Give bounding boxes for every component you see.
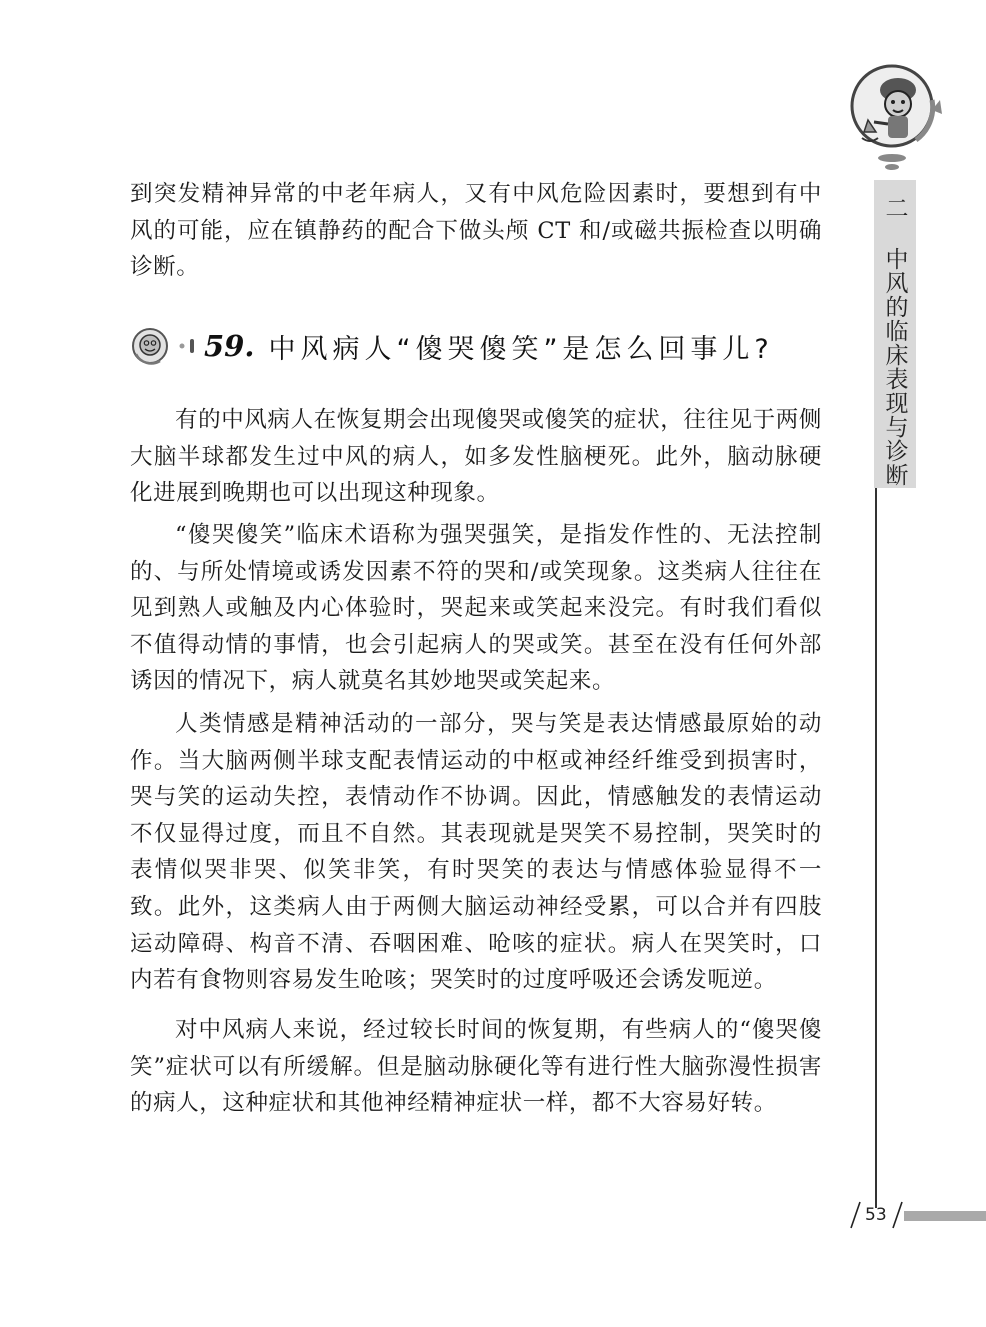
paragraph-continued: 到突发精神异常的中老年病人，又有中风危险因素时，要想到有中风的可能，应在镇静药的配合下做头颅 CT 和/或磁共振检查以明确诊断。 (130, 181, 822, 281)
section-heading (130, 324, 774, 368)
slash-left-icon (848, 1200, 862, 1230)
section-title: 中风病人“傻哭傻笑”是怎么回事儿? (268, 333, 774, 365)
page-number-block (848, 1198, 904, 1232)
dots-icon (178, 336, 200, 356)
page-number-bar (904, 1211, 986, 1221)
mascot-doctor-icon (846, 60, 946, 170)
margin-rule (875, 488, 877, 1208)
section-number: 59. (204, 329, 255, 363)
page-number: 53 (865, 1205, 887, 1225)
paragraph: 对中风病人来说，经过较长时间的恢复期，有些病人的“傻哭傻笑”症状可以有所缓解。但是脑动脉硬化等有进行性大脑弥漫性损害的病人，这种症状和其他神经精神症状一样，都不大容易好转。 (130, 1017, 822, 1117)
paragraph: 有的中风病人在恢复期会出现傻哭或傻笑的症状，往往见于两侧大脑半球都发生过中风的病人，如多发性脑梗死。此外，脑动脉硬化进展到晚期也可以出现这种现象。 (130, 407, 822, 507)
chapter-tab-label: 二 中风的临床表现与诊断 (881, 196, 908, 487)
slash-right-icon (890, 1200, 904, 1230)
doctor-face-icon (130, 326, 170, 366)
paragraph: 人类情感是精神活动的一部分，哭与笑是表达情感最原始的动作。当大脑两侧半球支配表情运动的中枢或神经纤维受到损害时，哭与笑的运动失控，表情动作不协调。因此，情感触发的表情运动不仅显得过度，而且不自然。其表现就是哭笑不易控制，哭笑时的表情似哭非哭、似笑非笑，有时哭笑的表达与情感体验显得不一致。此外，这类病人由于两侧大脑运动神经受累，可以合并有四肢运动障碍、构音不清、吞咽困难、呛咳的症状。病人在哭笑时，口内若有食物则容易发生呛咳；哭笑时的过度呼吸还会诱发呃逆。 (130, 711, 822, 994)
paragraph: “傻哭傻笑”临床术语称为强哭强笑，是指发作性的、无法控制的、与所处情境或诱发因素不符的哭和/或笑现象。这类病人往往在见到熟人或触及内心体验时，哭起来或笑起来没完。有时我们看似不值得动情的事情，也会引起病人的哭或笑。甚至在没有任何外部诱因的情况下，病人就莫名其妙地哭或笑起来。 (130, 522, 822, 695)
